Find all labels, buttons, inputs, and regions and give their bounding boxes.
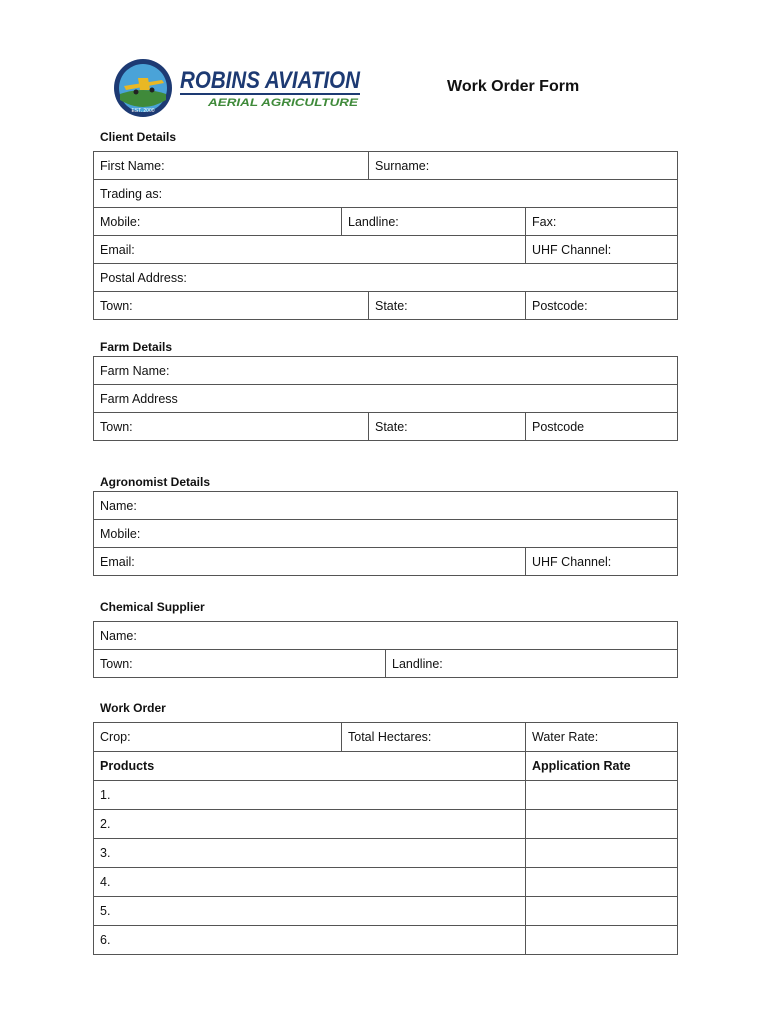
agronomist-name-field[interactable]: Name: [94,492,678,520]
chemical-supplier-title: Chemical Supplier [100,600,205,614]
application-rate-cell[interactable] [526,926,678,955]
application-rate-cell[interactable] [526,897,678,926]
surname-field[interactable]: Surname: [369,152,678,180]
farm-name-field[interactable]: Farm Name: [94,357,678,385]
product-row[interactable]: 4. [94,868,526,897]
application-rate-cell[interactable] [526,868,678,897]
product-row[interactable]: 1. [94,781,526,810]
email-field[interactable]: Email: [94,236,526,264]
logo-tagline: AERIAL AGRICULTURE [206,97,359,109]
postal-address-field[interactable]: Postal Address: [94,264,678,292]
application-rate-cell[interactable] [526,810,678,839]
application-rate-cell[interactable] [526,781,678,810]
application-rate-header: Application Rate [526,752,678,781]
farm-postcode-field[interactable]: Postcode [526,413,678,441]
supplier-town-field[interactable]: Town: [94,650,386,678]
agronomist-email-field[interactable]: Email: [94,548,526,576]
agronomist-details-title: Agronomist Details [100,475,211,489]
trading-as-field[interactable]: Trading as: [94,180,678,208]
product-row[interactable]: 6. [94,926,526,955]
robins-aviation-logo [112,56,372,120]
logo-brand-name: ROBINS AVIATION [180,67,361,94]
fax-field[interactable]: Fax: [526,208,678,236]
application-rate-cell[interactable] [526,839,678,868]
work-order-table [93,722,678,955]
product-row[interactable]: 3. [94,839,526,868]
work-order-title: Work Order [100,701,166,715]
uhf-channel-field[interactable]: UHF Channel: [526,236,678,264]
farm-details-table [93,356,678,441]
agronomist-mobile-field[interactable]: Mobile: [94,520,678,548]
first-name-field[interactable]: First Name: [94,152,369,180]
agronomist-uhf-channel-field[interactable]: UHF Channel: [526,548,678,576]
town-field[interactable]: Town: [94,292,369,320]
client-details-title: Client Details [100,130,177,144]
postcode-field[interactable]: Postcode: [526,292,678,320]
landline-field[interactable]: Landline: [342,208,526,236]
supplier-name-field[interactable]: Name: [94,622,678,650]
farm-town-field[interactable]: Town: [94,413,369,441]
form-title: Work Order Form [447,78,580,95]
product-row[interactable]: 2. [94,810,526,839]
logo-badge-text: EST. 2000 [131,108,155,114]
product-row[interactable]: 5. [94,897,526,926]
farm-address-field[interactable]: Farm Address [94,385,678,413]
products-header: Products [94,752,526,781]
total-hectares-field[interactable]: Total Hectares: [342,723,526,752]
agronomist-details-table [93,491,678,576]
water-rate-field[interactable]: Water Rate: [526,723,678,752]
mobile-field[interactable]: Mobile: [94,208,342,236]
farm-state-field[interactable]: State: [369,413,526,441]
crop-field[interactable]: Crop: [94,723,342,752]
state-field[interactable]: State: [369,292,526,320]
farm-details-title: Farm Details [100,340,173,354]
supplier-landline-field[interactable]: Landline: [386,650,678,678]
client-details-table [93,151,678,320]
chemical-supplier-table [93,621,678,678]
